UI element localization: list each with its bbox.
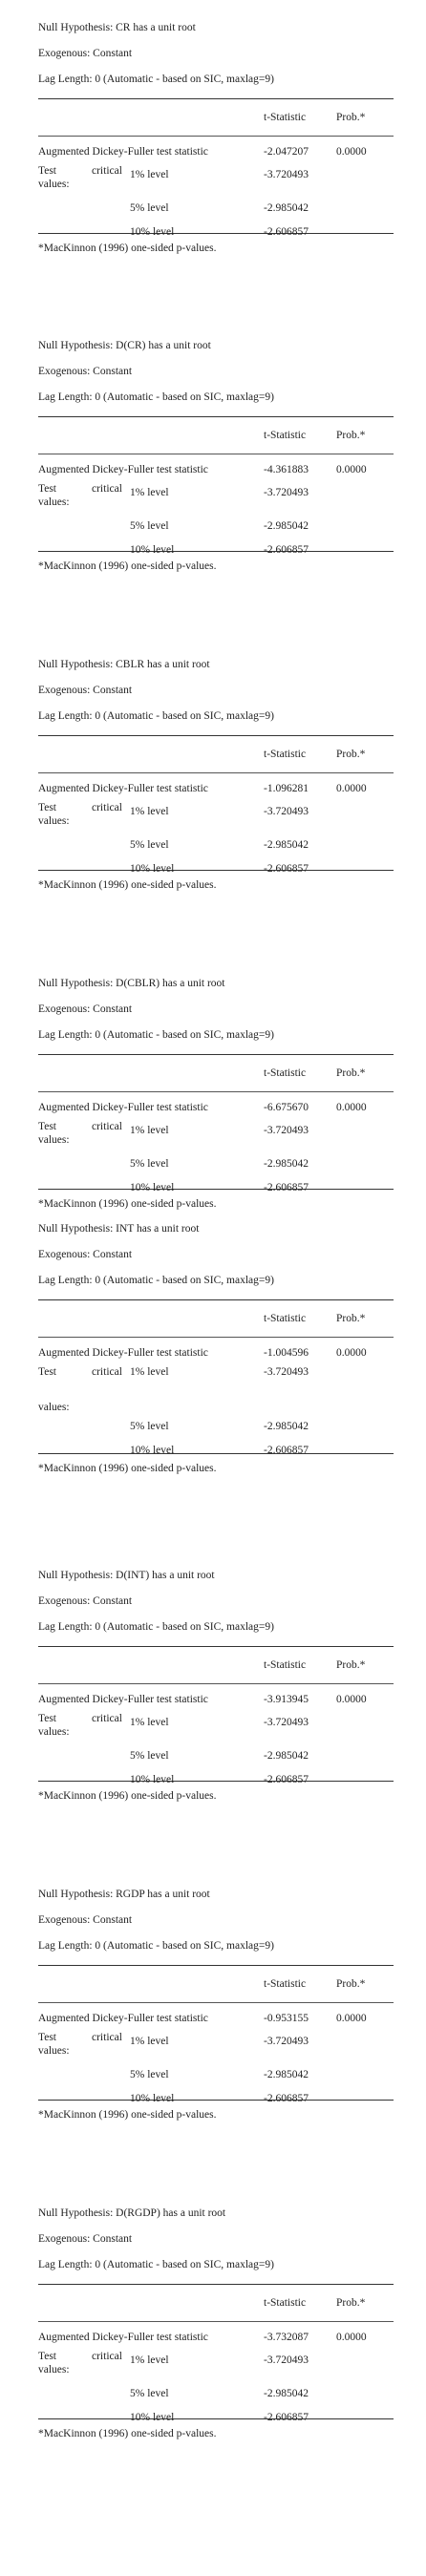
level-value: -2.985042 — [264, 1421, 309, 1432]
null-hypothesis: Null Hypothesis: D(INT) has a unit root — [38, 1570, 215, 1581]
null-hypothesis: Null Hypothesis: D(CBLR) has a unit root — [38, 978, 225, 989]
column-headers — [38, 99, 394, 136]
adf-statistic-row — [38, 2322, 394, 2347]
critical-values — [38, 2347, 394, 2423]
adf-block-cr — [38, 21, 394, 254]
prob-header: Prob.* — [336, 1067, 366, 1079]
prob-header: Prob.* — [336, 1313, 366, 1324]
adf-statistic-label: Augmented Dickey-Fuller test statistic — [38, 1347, 208, 1359]
critical-values-label-c: values: — [38, 815, 70, 827]
level-value: -2.606857 — [264, 1774, 309, 1785]
t-statistic-header: t-Statistic — [264, 1659, 307, 1671]
divider — [38, 1189, 394, 1190]
adf-statistic-label: Augmented Dickey-Fuller test statistic — [38, 2332, 208, 2343]
level-value: -3.720493 — [264, 1366, 309, 1378]
exogenous-line: Exogenous: Constant — [38, 48, 133, 59]
adf-statistic-label: Augmented Dickey-Fuller test statistic — [38, 783, 208, 794]
level-value: -3.720493 — [264, 1125, 309, 1136]
critical-values — [38, 1362, 394, 1456]
t-statistic-header: t-Statistic — [264, 1067, 307, 1079]
t-statistic-header: t-Statistic — [264, 112, 307, 123]
level-value: -3.720493 — [264, 1717, 309, 1728]
adf-prob-value: 0.0000 — [336, 464, 367, 475]
level-label: 1% level — [130, 487, 169, 498]
footnote: *MacKinnon (1996) one-sided p-values. — [38, 879, 217, 891]
adf-prob-value: 0.0000 — [336, 2013, 367, 2024]
column-headers — [38, 2285, 394, 2321]
level-value: -3.720493 — [264, 169, 309, 180]
critical-values-label-b: critical — [92, 2032, 122, 2043]
footnote: *MacKinnon (1996) one-sided p-values. — [38, 1463, 217, 1474]
critical-values — [38, 1709, 394, 1785]
adf-prob-value: 0.0000 — [336, 146, 367, 158]
level-label: 5% level — [130, 839, 169, 851]
critical-values-label-a: Test — [38, 165, 56, 177]
critical-values-label-a: Test — [38, 1713, 56, 1724]
prob-header: Prob.* — [336, 2297, 366, 2309]
level-value: -2.985042 — [264, 202, 309, 214]
lag-length-line: Lag Length: 0 (Automatic - based on SIC, maxlag=9) — [38, 1029, 274, 1041]
level-label: 10% level — [130, 226, 175, 238]
exogenous-line: Exogenous: Constant — [38, 685, 133, 696]
level-value: -3.720493 — [264, 487, 309, 498]
lag-length-line: Lag Length: 0 (Automatic - based on SIC, maxlag=9) — [38, 74, 274, 85]
level-value: -2.606857 — [264, 1182, 309, 1193]
critical-values-label-c: values: — [38, 2364, 70, 2375]
critical-values-label-a: Test — [38, 2032, 56, 2043]
exogenous-line: Exogenous: Constant — [38, 1003, 133, 1015]
critical-values-label-a: Test — [38, 1121, 56, 1132]
level-label: 1% level — [130, 1125, 169, 1136]
divider — [38, 2418, 394, 2419]
divider — [38, 551, 394, 552]
adf-block-cblr — [38, 658, 394, 891]
column-headers — [38, 1966, 394, 2002]
t-statistic-header: t-Statistic — [264, 430, 307, 441]
level-label: 10% level — [130, 2412, 175, 2423]
column-headers — [38, 736, 394, 772]
level-label: 10% level — [130, 1445, 175, 1456]
adf-t-value: -3.732087 — [264, 2332, 309, 2343]
level-value: -2.985042 — [264, 520, 309, 532]
level-value: -2.606857 — [264, 544, 309, 556]
adf-block-d-int — [38, 1569, 394, 1802]
level-value: -3.720493 — [264, 806, 309, 817]
critical-values-label-a: Test — [38, 483, 56, 495]
level-label: 1% level — [130, 169, 169, 180]
level-value: -2.985042 — [264, 2069, 309, 2080]
level-label: 10% level — [130, 2093, 175, 2104]
null-hypothesis: Null Hypothesis: CR has a unit root — [38, 22, 196, 33]
adf-prob-value: 0.0000 — [336, 783, 367, 794]
critical-values-label-a: Test — [38, 802, 56, 813]
level-label: 1% level — [130, 2354, 169, 2366]
adf-prob-value: 0.0000 — [336, 1102, 367, 1113]
null-hypothesis: Null Hypothesis: D(CR) has a unit root — [38, 340, 211, 351]
adf-statistic-row — [38, 454, 394, 479]
column-headers — [38, 1300, 394, 1337]
critical-values — [38, 1117, 394, 1193]
adf-statistic-label: Augmented Dickey-Fuller test statistic — [38, 2013, 208, 2024]
divider — [38, 233, 394, 234]
critical-values-label-b: critical — [92, 1713, 122, 1724]
level-value: -3.720493 — [264, 2354, 309, 2366]
lag-length-line: Lag Length: 0 (Automatic - based on SIC, maxlag=9) — [38, 391, 274, 403]
critical-values — [38, 479, 394, 556]
level-label: 10% level — [130, 544, 175, 556]
critical-values — [38, 2028, 394, 2104]
t-statistic-header: t-Statistic — [264, 2297, 307, 2309]
level-value: -2.606857 — [264, 226, 309, 238]
exogenous-line: Exogenous: Constant — [38, 1595, 133, 1607]
prob-header: Prob.* — [336, 749, 366, 760]
level-value: -3.720493 — [264, 2036, 309, 2047]
adf-t-value: -3.913945 — [264, 1694, 309, 1705]
critical-values-label-b: critical — [92, 165, 122, 177]
adf-t-value: -2.047207 — [264, 146, 309, 158]
adf-statistic-label: Augmented Dickey-Fuller test statistic — [38, 464, 208, 475]
footnote: *MacKinnon (1996) one-sided p-values. — [38, 2428, 217, 2439]
lag-length-line: Lag Length: 0 (Automatic - based on SIC, maxlag=9) — [38, 1621, 274, 1633]
null-hypothesis: Null Hypothesis: CBLR has a unit root — [38, 659, 210, 670]
exogenous-line: Exogenous: Constant — [38, 1914, 133, 1926]
adf-block-int — [38, 1222, 394, 1474]
level-value: -2.985042 — [264, 1158, 309, 1170]
null-hypothesis: Null Hypothesis: INT has a unit root — [38, 1223, 200, 1235]
critical-values-label-c: values: — [38, 179, 70, 190]
t-statistic-header: t-Statistic — [264, 1313, 307, 1324]
level-label: 1% level — [130, 806, 169, 817]
level-value: -2.606857 — [264, 1445, 309, 1456]
critical-values-label-b: critical — [92, 802, 122, 813]
exogenous-line: Exogenous: Constant — [38, 1249, 133, 1260]
footnote: *MacKinnon (1996) one-sided p-values. — [38, 2109, 217, 2121]
column-headers — [38, 417, 394, 454]
level-label: 1% level — [130, 1366, 169, 1378]
column-headers — [38, 1647, 394, 1683]
footnote: *MacKinnon (1996) one-sided p-values. — [38, 1790, 217, 1802]
critical-values-label-c: values: — [38, 2045, 70, 2057]
divider — [38, 2100, 394, 2101]
footnote: *MacKinnon (1996) one-sided p-values. — [38, 1198, 217, 1210]
footnote: *MacKinnon (1996) one-sided p-values. — [38, 243, 217, 254]
critical-values-label-a: Test — [38, 2351, 56, 2362]
critical-values — [38, 798, 394, 875]
adf-statistic-label: Augmented Dickey-Fuller test statistic — [38, 1102, 208, 1113]
critical-values-label-c: values: — [38, 1726, 70, 1738]
adf-block-d-rgdp — [38, 2206, 394, 2439]
adf-statistic-label: Augmented Dickey-Fuller test statistic — [38, 146, 208, 158]
level-label: 5% level — [130, 2069, 169, 2080]
level-label: 1% level — [130, 1717, 169, 1728]
prob-header: Prob.* — [336, 112, 366, 123]
adf-prob-value: 0.0000 — [336, 1347, 367, 1359]
adf-statistic-row — [38, 1684, 394, 1709]
lag-length-line: Lag Length: 0 (Automatic - based on SIC, maxlag=9) — [38, 710, 274, 722]
adf-statistic-label: Augmented Dickey-Fuller test statistic — [38, 1694, 208, 1705]
adf-t-value: -0.953155 — [264, 2013, 309, 2024]
level-label: 5% level — [130, 1158, 169, 1170]
level-label: 5% level — [130, 202, 169, 214]
prob-header: Prob.* — [336, 430, 366, 441]
adf-statistic-row — [38, 773, 394, 798]
level-label: 5% level — [130, 1421, 169, 1432]
lag-length-line: Lag Length: 0 (Automatic - based on SIC, maxlag=9) — [38, 1275, 274, 1286]
exogenous-line: Exogenous: Constant — [38, 2233, 133, 2245]
critical-values-label-b: critical — [92, 1121, 122, 1132]
level-value: -2.985042 — [264, 839, 309, 851]
prob-header: Prob.* — [336, 1659, 366, 1671]
level-value: -2.606857 — [264, 863, 309, 875]
divider — [38, 1781, 394, 1782]
adf-t-value: -1.096281 — [264, 783, 309, 794]
adf-statistic-row — [38, 1092, 394, 1117]
level-label: 5% level — [130, 1750, 169, 1762]
adf-t-value: -6.675670 — [264, 1102, 309, 1113]
null-hypothesis: Null Hypothesis: RGDP has a unit root — [38, 1889, 210, 1900]
adf-t-value: -1.004596 — [264, 1347, 309, 1359]
level-label: 10% level — [130, 863, 175, 875]
adf-statistic-row — [38, 137, 394, 161]
t-statistic-header: t-Statistic — [264, 749, 307, 760]
prob-header: Prob.* — [336, 1978, 366, 1990]
level-value: -2.606857 — [264, 2093, 309, 2104]
critical-values-label-c: values: — [38, 1402, 70, 1413]
adf-block-rgdp — [38, 1888, 394, 2121]
column-headers — [38, 1055, 394, 1091]
level-value: -2.985042 — [264, 1750, 309, 1762]
t-statistic-header: t-Statistic — [264, 1978, 307, 1990]
footnote: *MacKinnon (1996) one-sided p-values. — [38, 560, 217, 572]
level-value: -2.606857 — [264, 2412, 309, 2423]
adf-statistic-row — [38, 2003, 394, 2028]
critical-values-label-b: critical — [92, 483, 122, 495]
divider — [38, 870, 394, 871]
critical-values-label-a: Test — [38, 1366, 56, 1378]
critical-values-label-c: values: — [38, 496, 70, 508]
level-label: 5% level — [130, 520, 169, 532]
critical-values-label-b: critical — [92, 1366, 122, 1378]
adf-block-d-cr — [38, 339, 394, 572]
level-label: 10% level — [130, 1182, 175, 1193]
adf-prob-value: 0.0000 — [336, 2332, 367, 2343]
level-value: -2.985042 — [264, 2388, 309, 2399]
lag-length-line: Lag Length: 0 (Automatic - based on SIC, maxlag=9) — [38, 2259, 274, 2270]
exogenous-line: Exogenous: Constant — [38, 366, 133, 377]
level-label: 1% level — [130, 2036, 169, 2047]
lag-length-line: Lag Length: 0 (Automatic - based on SIC, maxlag=9) — [38, 1940, 274, 1952]
divider — [38, 1453, 394, 1454]
adf-prob-value: 0.0000 — [336, 1694, 367, 1705]
level-label: 10% level — [130, 1774, 175, 1785]
critical-values-label-c: values: — [38, 1134, 70, 1146]
null-hypothesis: Null Hypothesis: D(RGDP) has a unit root — [38, 2207, 226, 2219]
adf-t-value: -4.361883 — [264, 464, 309, 475]
adf-statistic-row — [38, 1338, 394, 1362]
critical-values — [38, 161, 394, 238]
critical-values-label-b: critical — [92, 2351, 122, 2362]
level-label: 5% level — [130, 2388, 169, 2399]
adf-block-d-cblr — [38, 977, 394, 1210]
